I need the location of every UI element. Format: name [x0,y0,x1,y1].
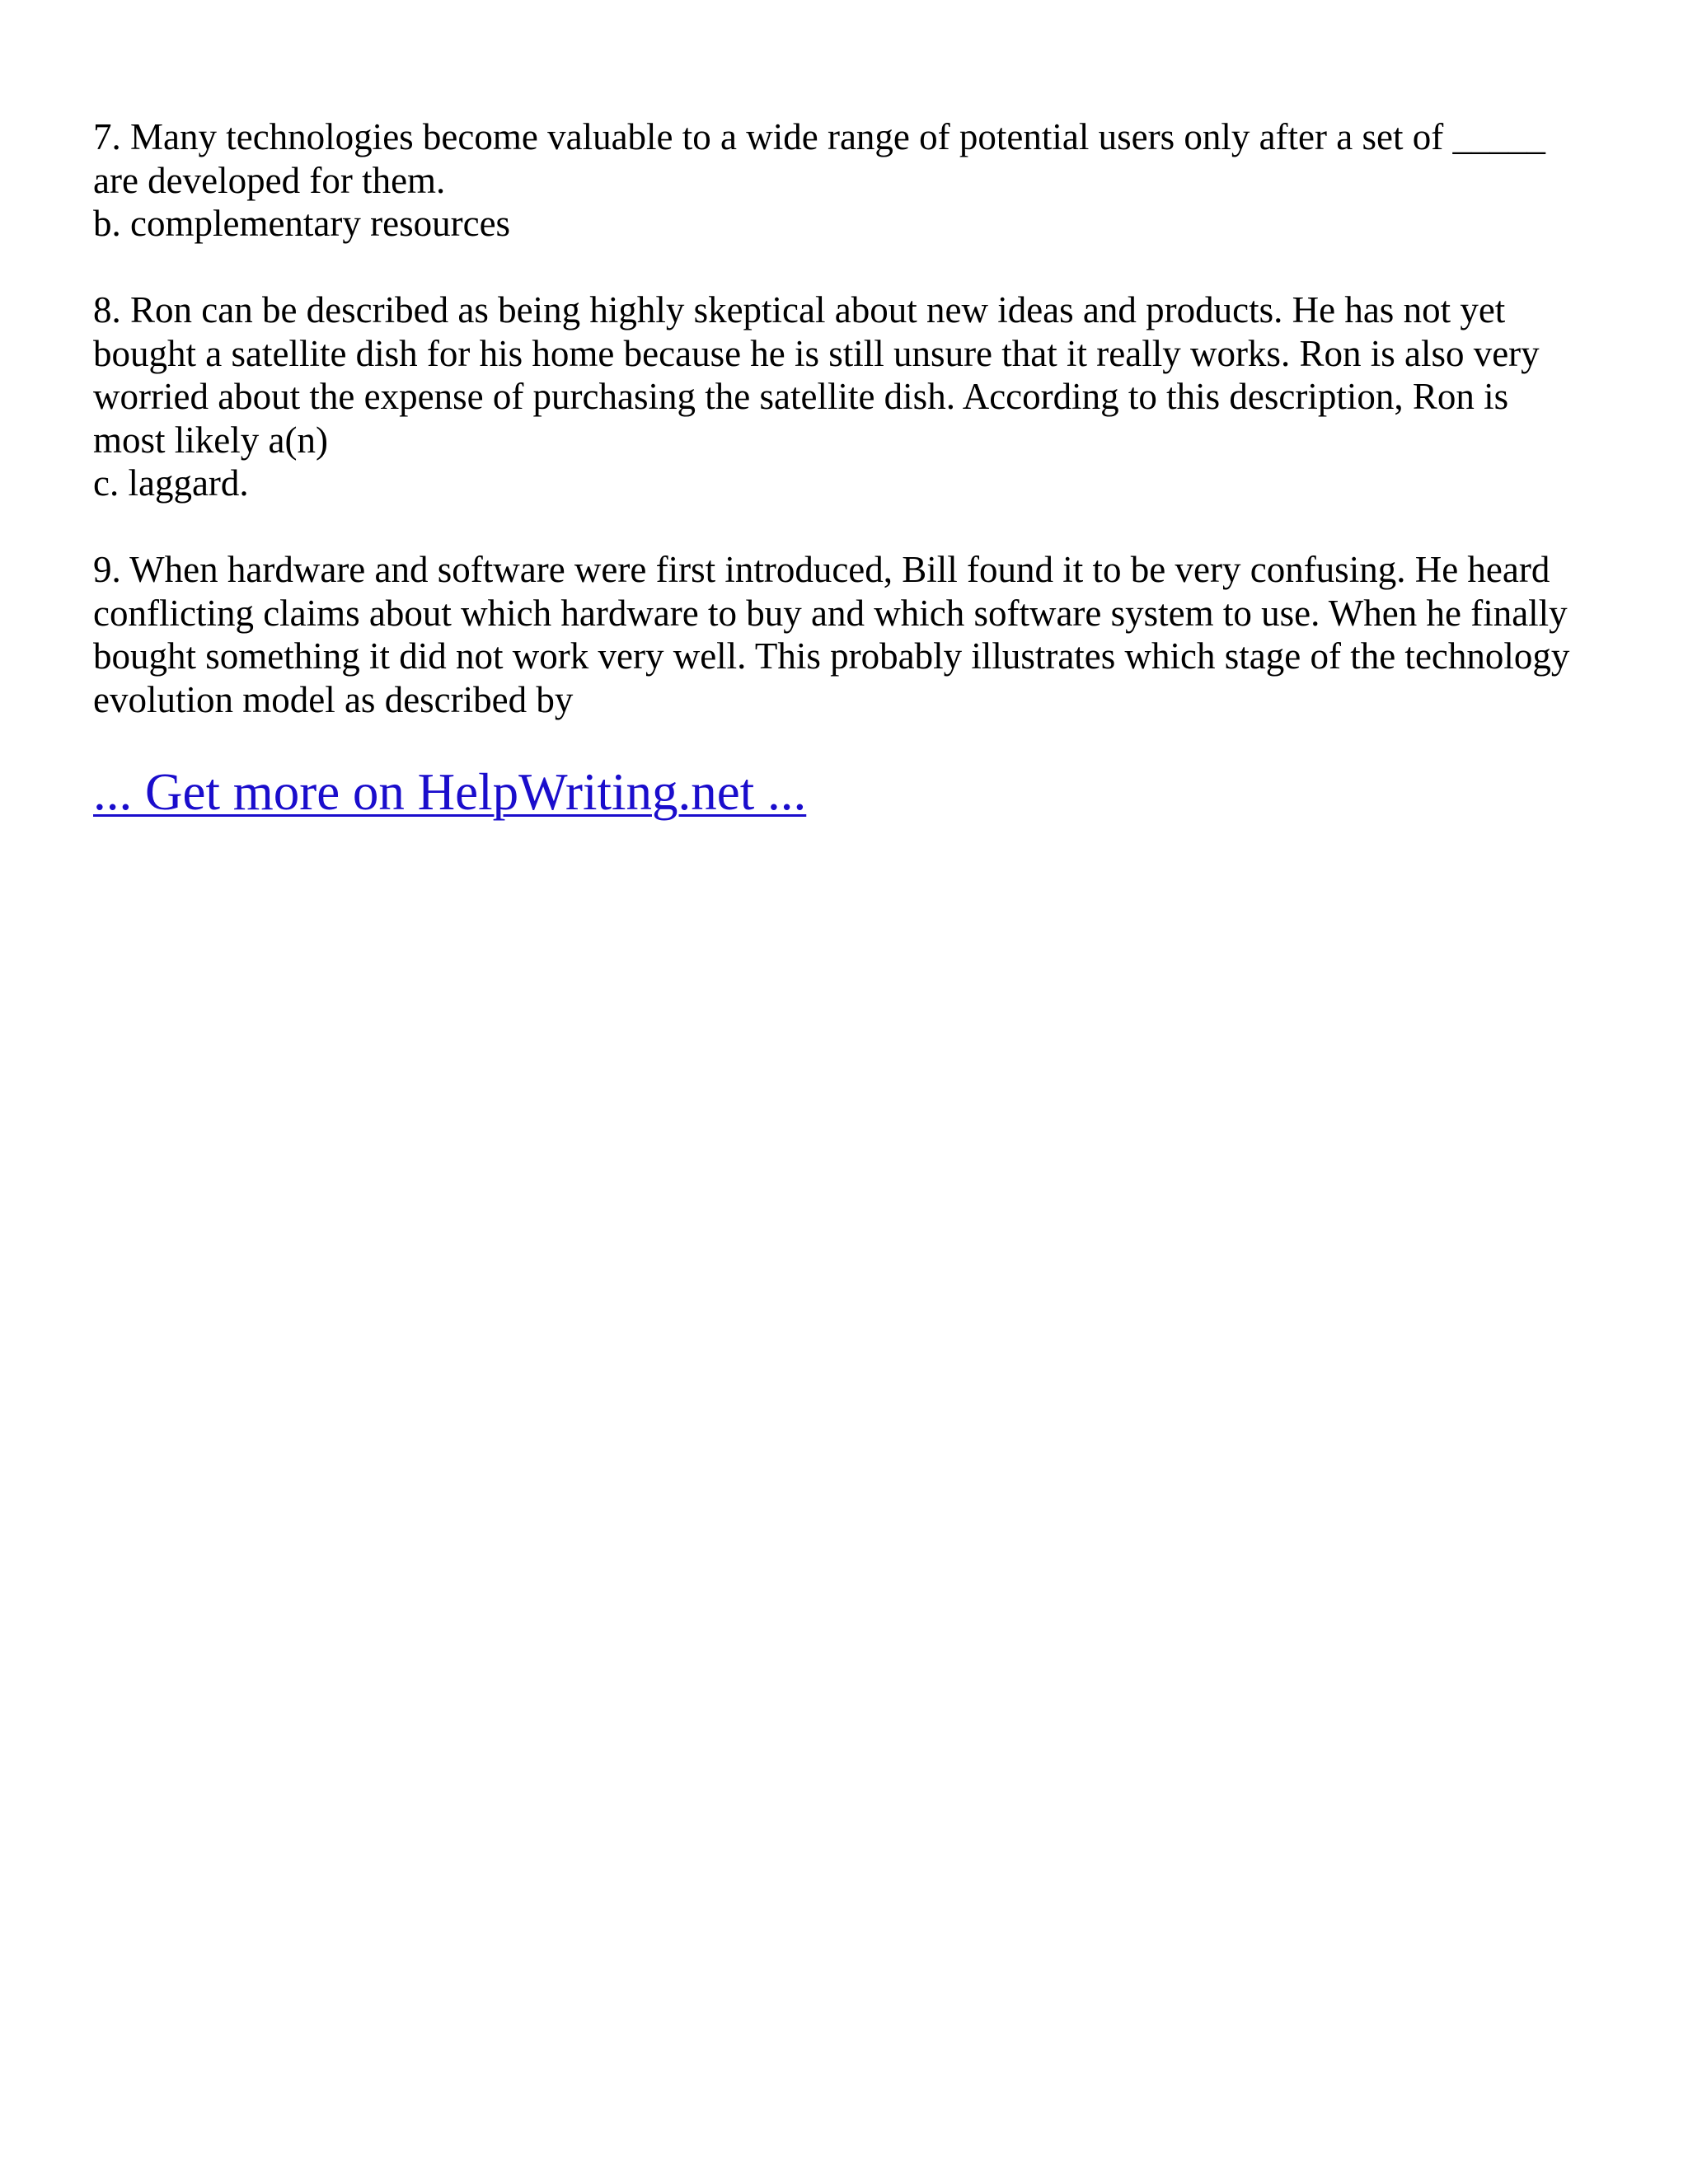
question-8-line-4: most likely a(n) [93,419,328,461]
question-8 [93,288,1601,505]
question-7-line-1: 7. Many technologies become valuable to a wide range of potential users only after a set of _____ [93,116,1545,157]
question-9-line-3: bought something it did not work very well. This probably illustrates which stage of the technology [93,635,1570,677]
question-7-line-2: are developed for them. [93,159,446,201]
question-8-line-1: 8. Ron can be described as being highly skeptical about new ideas and products. He has not yet [93,289,1506,330]
question-8-line-3: worried about the expense of purchasing the satellite dish. According to this description, Ron is [93,376,1509,417]
question-8-answer: c. laggard. [93,462,249,504]
question-9-line-1: 9. When hardware and software were first introduced, Bill found it to be very confusing. He heard [93,549,1550,590]
question-9-line-2: conflicting claims about which hardware to buy and which software system to use. When he finally [93,592,1568,634]
question-9 [93,548,1601,721]
question-9-line-4: evolution model as described by [93,678,574,720]
question-7 [93,115,1601,246]
question-7-answer: b. complementary resources [93,203,511,244]
question-8-line-2: bought a satellite dish for his home because he is still unsure that it really works. Ron is also very [93,332,1540,374]
get-more-link[interactable]: ... Get more on HelpWriting.net ... [93,763,807,821]
document-page [93,115,1601,825]
